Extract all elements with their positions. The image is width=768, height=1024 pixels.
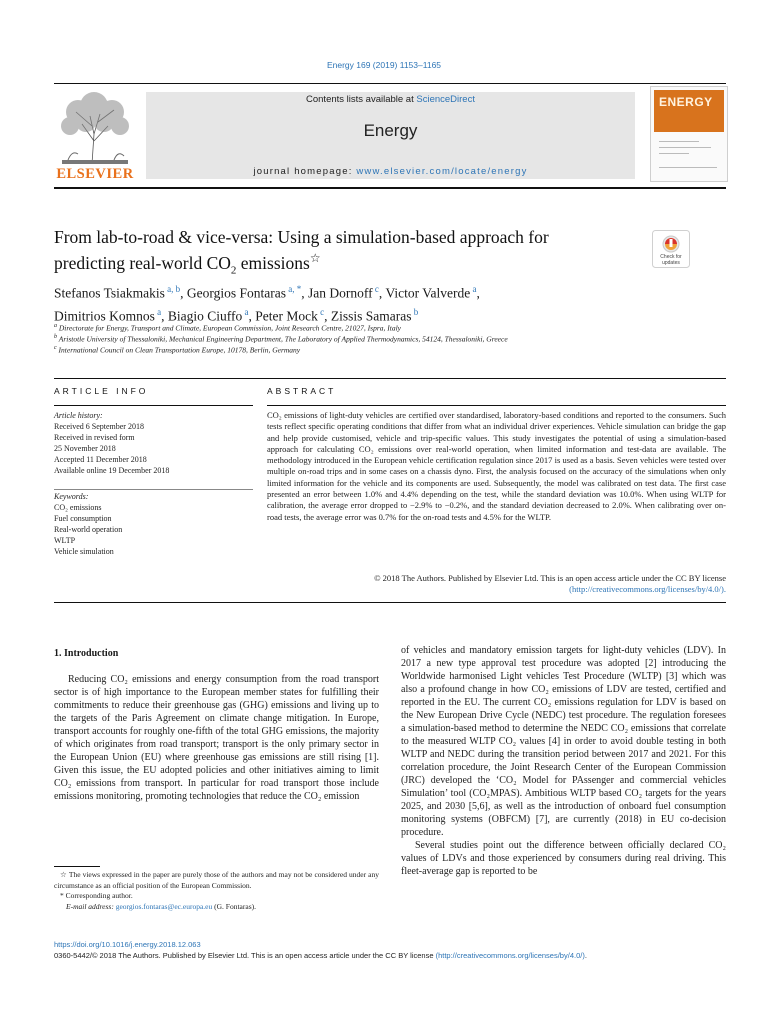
- affiliation-text: International Council on Clean Transportation Europe, 10178, Berlin, Germany: [58, 345, 301, 355]
- author-name[interactable]: Peter Mock: [255, 308, 318, 324]
- journal-cover-thumbnail[interactable]: [650, 86, 728, 182]
- history-item: Available online 19 December 2018: [54, 466, 170, 475]
- author-list: [54, 280, 674, 326]
- article-history: [54, 410, 254, 476]
- journal-banner: [146, 92, 635, 179]
- abstract-end-rule: [54, 602, 726, 603]
- abstract-text: CO₂ emissions of light-duty vehicles are certified over standardised, laboratory-based conditions and reported to the consumers. Such tests reflect specific operating conditions that differ from what an individual driver experiences. Vehicle simulation can bridge the gap and help provide customised, vehicle and trip-specific values. This study investigates the potential of using a simulation-based approach for calculating CO₂ emissions over real-world operation, when limited information and test-data are available. The methodology introduced in the European vehicle certification regulation since 2017 is used as a basis. Seven vehicles were tested over multiple on-road trips and in some cases on a chassis dyno. First, the analysis focused on the accuracy of the simulations when only limited information for the vehicle and its components are used. Subsequently, the model was calibrated on test data. The first case presented an error between 1.0% and 4.4% depending on the test, while the standard deviation was 10.0%. When using WLTP for calibration, the average error dropped to −2.9% to −0.2%, and the standard deviation decreased to 2.0%. When calibrating over on-road tests, the average error was 0.7% for the on-road tests and 4.5% for the WLTP.: [267, 410, 726, 522]
- author-separator: ,: [324, 308, 331, 324]
- affiliation-b: [54, 334, 508, 344]
- keywords: [54, 491, 254, 557]
- copyright-text: © 2018 The Authors. Published by Elsevier Ltd. This is an open access article under the CC BY license: [374, 573, 726, 583]
- keyword-item: Vehicle simulation: [54, 547, 114, 556]
- footer-license-link[interactable]: (http://creativecommons.org/licenses/by/4.0/): [435, 951, 585, 960]
- affiliation-a: [54, 323, 401, 333]
- cover-text-line: [659, 153, 689, 154]
- elsevier-wordmark: ELSEVIER: [56, 166, 134, 182]
- author-separator: ,: [161, 308, 168, 324]
- title-line-2-text: predicting real-world CO: [54, 253, 231, 274]
- paragraph: Several studies point out the difference between officially declared CO₂ values of LDVs and those experienced by consumers during real driving. This fleet-average gap is reported to be: [401, 840, 726, 877]
- author-name[interactable]: Georgios Fontaras: [186, 285, 287, 301]
- contents-line: [146, 94, 635, 105]
- author-affiliation-mark[interactable]: c: [372, 284, 379, 294]
- footnote-rule: [54, 866, 100, 867]
- history-item: Received 6 September 2018: [54, 422, 144, 431]
- author-name[interactable]: Jan Dornoff: [308, 285, 373, 301]
- author-name[interactable]: Dimitrios Komnos: [54, 308, 155, 324]
- affiliation-mark: c: [54, 345, 57, 351]
- homepage-line: [146, 166, 635, 177]
- affiliation-mark: a: [54, 323, 57, 329]
- abstract-rule: [267, 405, 726, 406]
- abstract-copyright: [267, 573, 726, 596]
- journal-citation[interactable]: Energy 169 (2019) 1153–1165: [326, 60, 442, 70]
- paragraph: of vehicles and mandatory emission targets for light-duty vehicles (LDV). In 2017 a new type approval test procedure was adopted [2] introducing the Worldwide harmonised Light vehicles Test Procedure (WLTP) [3] which was also a profound change in how CO₂ emissions of LDV are tested, certified and reported in the EU. The current CO₂ emissions regulation for LDV is based on the New European Drive Cycle (NEDC) test procedure. The regulation foresees a simulation-based method to determine the NEDC CO₂ emissions that correlate to the measured WLTP CO₂ values [4] in order to avoid double testing in both WLTP and NEDC during the transition period between 2017 and 2021. For this correlation procedure, the Joint Research Center of the European Commission (JRC) developed the ‘CO₂ Model for PAssenger and commercial vehicles Simulation’ tool (CO₂MPAS). Ambitious WLTP based CO₂ targets for the years 2025, and 2030 [5,6], as well as the introduction of onboard fuel consumption monitoring systems (OBFCM) [7], are currently (2018) in EU co-decision procedure.: [401, 645, 726, 838]
- title-line-2-end: emissions: [236, 253, 310, 274]
- title-subscript: 2: [230, 264, 237, 277]
- author-name[interactable]: Stefanos Tsiakmakis: [54, 285, 165, 301]
- author-affiliation-mark[interactable]: a: [242, 307, 249, 317]
- elsevier-logo[interactable]: [54, 86, 136, 182]
- keyword-item: WLTP: [54, 536, 76, 545]
- article-title: [54, 227, 644, 282]
- header-rule-top: [54, 83, 726, 84]
- cover-text-line: [659, 167, 717, 168]
- doi-link[interactable]: https://doi.org/10.1016/j.energy.2018.12.063: [54, 940, 201, 949]
- sciencedirect-link[interactable]: ScienceDirect: [416, 94, 475, 105]
- author-affiliation-mark[interactable]: a, b: [164, 284, 181, 294]
- cover-text-line: [659, 141, 699, 142]
- body-column-left: Reducing CO₂ emissions and energy consumption from the road transport sector is of high importance to the European member states for fulfilling their commitments to reduce their greenhouse gas (GHG) emissions and living up to the targets of the Paris Agreement on climate change mitigation. In Europe, transport accounts for roughly one-fifth of the total GHG emissions, the majority of which originates from road transport; transport is the only primary sector in the European Union (EU) where greenhouse gas emissions are still rising [1]. Given this issue, the EU adopted policies and other initiatives aiming to limit CO₂ emissions from transport. In particular for road transport those include emissions monitoring, promoting technologies that reduce the CO₂ emission: [54, 674, 379, 802]
- keyword-item: Fuel consumption: [54, 514, 112, 523]
- footnote-corresponding: * Corresponding author.: [60, 891, 133, 900]
- history-item: Received in revised form: [54, 433, 135, 442]
- journal-name: Energy: [363, 121, 418, 140]
- elsevier-tree-icon: [54, 86, 136, 166]
- cover-text-line: [659, 147, 711, 148]
- title-line-2: [54, 251, 321, 277]
- issn-end: .: [584, 951, 587, 960]
- check-for-updates-button[interactable]: [652, 230, 690, 268]
- author-separator: ,: [476, 285, 480, 301]
- author-affiliation-mark[interactable]: a: [470, 284, 477, 294]
- author-affiliation-mark[interactable]: c: [317, 307, 325, 317]
- footnote-disclaimer: ☆ The views expressed in the paper are purely those of the authors and may not be considered under any circumstance as an official position of the European Commission.: [54, 870, 379, 890]
- article-info-divider: [54, 489, 253, 490]
- header-rule-bottom: [54, 187, 726, 189]
- author-separator: ,: [180, 285, 187, 301]
- article-history-label: Article history:: [54, 411, 103, 420]
- author-separator: ,: [378, 285, 386, 301]
- author-separator: ,: [301, 285, 309, 301]
- abstract-heading: ABSTRACT: [267, 386, 337, 396]
- author-name[interactable]: Victor Valverde: [385, 285, 471, 301]
- body-column-right: [401, 644, 726, 878]
- email-suffix: (G. Fontaras).: [212, 901, 256, 911]
- keyword-item: Real-world operation: [54, 525, 123, 534]
- article-info-rule: [54, 405, 253, 406]
- issn-line: [54, 951, 726, 960]
- article-info-heading: ARTICLE INFO: [54, 386, 149, 396]
- section-heading-introduction: 1. Introduction: [54, 648, 119, 659]
- affiliation-text: Directorate for Energy, Transport and Climate, European Commission, Joint Research Centre, 21027, Ispra, Italy: [58, 323, 402, 333]
- journal-homepage-link[interactable]: www.elsevier.com/locate/energy: [356, 166, 528, 177]
- footnote-email: [54, 902, 379, 913]
- author-name[interactable]: Zissis Samaras: [330, 308, 412, 324]
- contents-prefix: Contents lists available at: [306, 94, 417, 105]
- issn-text: 0360-5442/© 2018 The Authors. Published by Elsevier Ltd. This is an open access article under the CC BY license: [54, 951, 436, 960]
- keyword-item: CO₂ emissions: [54, 503, 102, 512]
- affiliation-c: [54, 345, 300, 355]
- homepage-prefix: journal homepage:: [253, 166, 357, 177]
- author-separator: ,: [248, 308, 256, 324]
- author-email-link[interactable]: georgios.fontaras@ec.europa.eu: [115, 901, 213, 911]
- author-affiliation-mark[interactable]: b: [411, 307, 419, 317]
- section-rule: [54, 378, 726, 379]
- history-item: Accepted 11 December 2018: [54, 455, 147, 464]
- email-label: E-mail address:: [66, 901, 116, 911]
- author-affiliation-mark[interactable]: a, *: [286, 284, 302, 294]
- cover-title: ENERGY: [659, 95, 713, 109]
- title-footnote-star[interactable]: ☆: [309, 251, 321, 266]
- affiliation-mark: b: [54, 334, 57, 340]
- title-line-1: From lab-to-road & vice-versa: Using a simulation-based approach for: [54, 227, 549, 247]
- author-affiliation-mark[interactable]: a: [154, 307, 162, 317]
- footnotes: [54, 870, 379, 912]
- history-item: 25 November 2018: [54, 444, 116, 453]
- cc-license-link[interactable]: (http://creativecommons.org/licenses/by/4.0/).: [569, 584, 726, 595]
- check-for-updates-label: Check for updates: [660, 254, 682, 266]
- keywords-label: Keywords:: [54, 492, 89, 501]
- author-name[interactable]: Biagio Ciuffo: [167, 308, 243, 324]
- affiliation-text: Aristotle University of Thessaloniki, Mechanical Engineering Department, The Laboratory of Applied Thermodynamics, 54124, Thessaloniki, Greece: [58, 334, 508, 344]
